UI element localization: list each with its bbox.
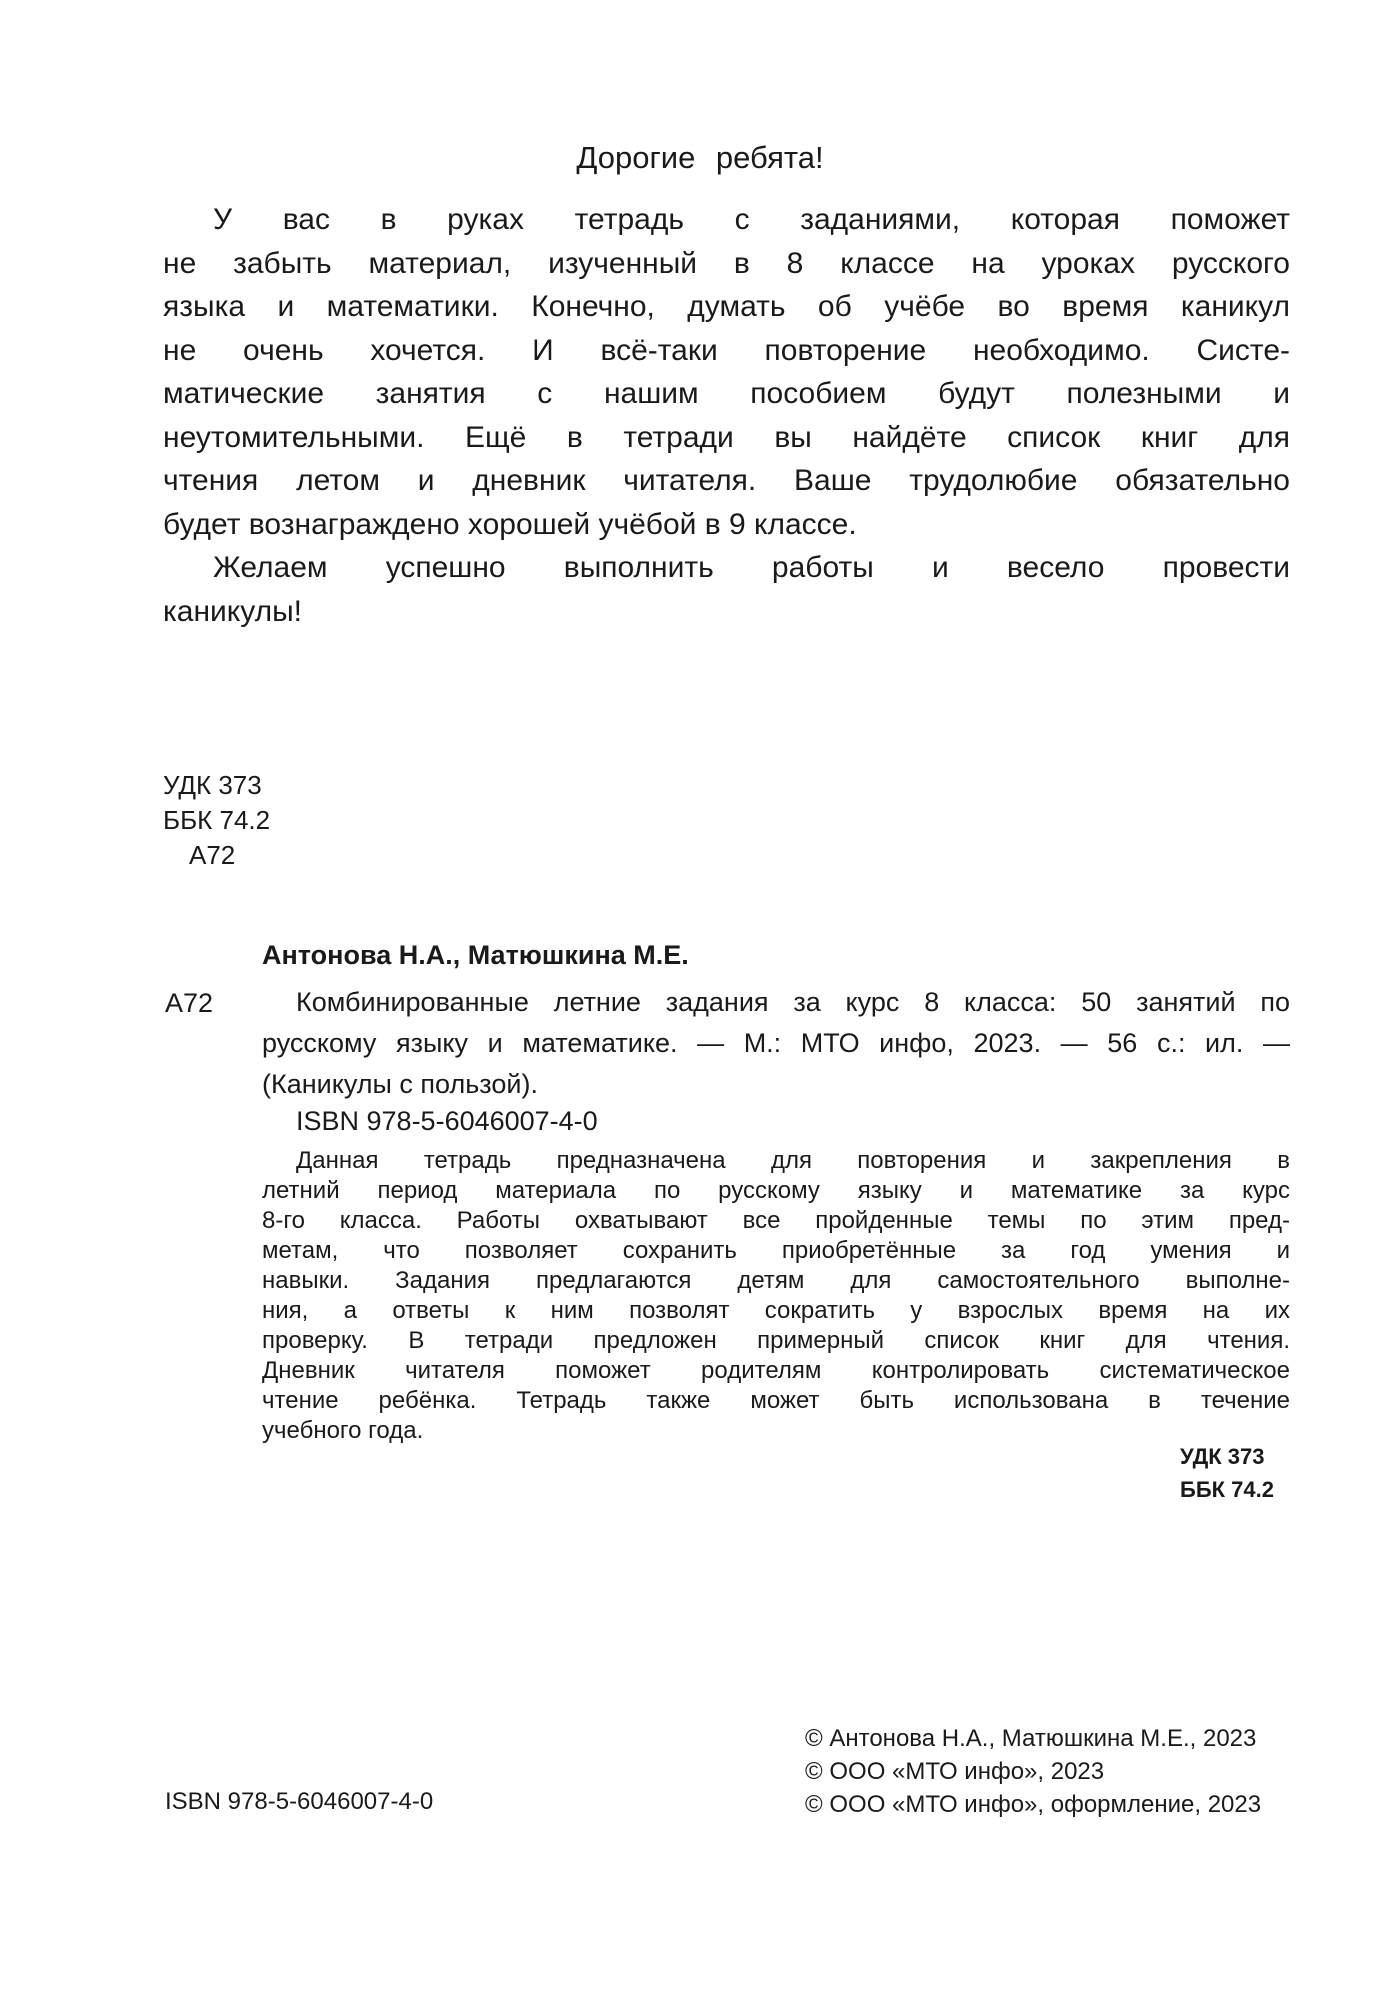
bbk-code: ББК 74.2 bbox=[163, 805, 271, 835]
text-line: У вас в руках тетрадь с заданиями, которая поможет bbox=[213, 203, 1290, 236]
text-line: Комбинированные летние задания за курс 8 класса: 50 занятий по bbox=[296, 987, 1290, 1017]
greeting-paragraph-1 bbox=[163, 198, 1290, 633]
udk-code: УДК 373 bbox=[1180, 1444, 1265, 1469]
author-mark-code: А72 bbox=[165, 988, 214, 1018]
bibliographic-description bbox=[262, 982, 1290, 1105]
text-line: будет вознаграждено хорошей учёбой в 9 классе. bbox=[163, 507, 857, 541]
greeting-title: Дорогие ребята! bbox=[576, 140, 824, 175]
text-line: летний период материала по русскому языку и математике за курс bbox=[262, 1177, 1290, 1204]
author-mark: А72 bbox=[189, 840, 236, 870]
footer-isbn: ISBN 978-5-6046007-4-0 bbox=[165, 1788, 434, 1815]
bbk-code: ББК 74.2 bbox=[1180, 1477, 1274, 1502]
text-line: неутомительными. Ещё в тетради вы найдёте список книг для bbox=[163, 420, 1290, 454]
udk-code: УДК 373 bbox=[163, 770, 262, 800]
text-line: метам, что позволяет сохранить приобретённые за год умения и bbox=[262, 1237, 1290, 1264]
text-line: языка и математики. Конечно, думать об учёбе во время каникул bbox=[163, 290, 1290, 323]
copyright-block bbox=[805, 1722, 1261, 1821]
copyright-line: © ООО «МТО инфо», 2023 bbox=[805, 1758, 1105, 1785]
text-line: каникулы! bbox=[163, 594, 302, 628]
text-line: 8-го класса. Работы охватывают все пройденные темы по этим пред- bbox=[262, 1207, 1290, 1234]
text-line: чтение ребёнка. Тетрадь также может быть использована в течение bbox=[262, 1387, 1290, 1414]
text-line: ния, а ответы к ним позволят сократить у взрослых время на их bbox=[262, 1297, 1290, 1324]
text-line: не очень хочется. И всё-таки повторение необходимо. Систе- bbox=[163, 333, 1290, 367]
text-line: русскому языку и математике. — М.: МТО инфо, 2023. — 56 с.: ил. — bbox=[262, 1028, 1290, 1058]
abstract bbox=[262, 1146, 1290, 1446]
authors: Антонова Н.А., Матюшкина М.Е. bbox=[262, 940, 689, 970]
text-line: чтения летом и дневник читателя. Ваше трудолюбие обязательно bbox=[163, 464, 1290, 497]
classification-right bbox=[1180, 1440, 1274, 1506]
text-line: (Каникулы с пользой). bbox=[262, 1069, 538, 1099]
isbn: ISBN 978-5-6046007-4-0 bbox=[296, 1106, 598, 1136]
text-line: матические занятия с нашим пособием будут полезными и bbox=[163, 377, 1290, 410]
text-line: Дневник читателя поможет родителям контролировать систематическое bbox=[262, 1357, 1290, 1384]
text-line: Желаем успешно выполнить работы и весело провести bbox=[213, 551, 1290, 584]
copyright-line: © ООО «МТО инфо», оформление, 2023 bbox=[805, 1791, 1262, 1818]
classification-block bbox=[163, 768, 270, 873]
copyright-line: © Антонова Н.А., Матюшкина М.Е., 2023 bbox=[805, 1725, 1257, 1752]
text-line: Данная тетрадь предназначена для повторения и закрепления в bbox=[296, 1147, 1290, 1174]
text-line: проверку. В тетради предложен примерный список книг для чтения. bbox=[262, 1327, 1290, 1354]
text-line: не забыть материал, изученный в 8 классе на уроках русского bbox=[163, 246, 1290, 280]
text-line: учебного года. bbox=[262, 1417, 424, 1444]
text-line: навыки. Задания предлагаются детям для самостоятельного выполне- bbox=[262, 1267, 1290, 1294]
